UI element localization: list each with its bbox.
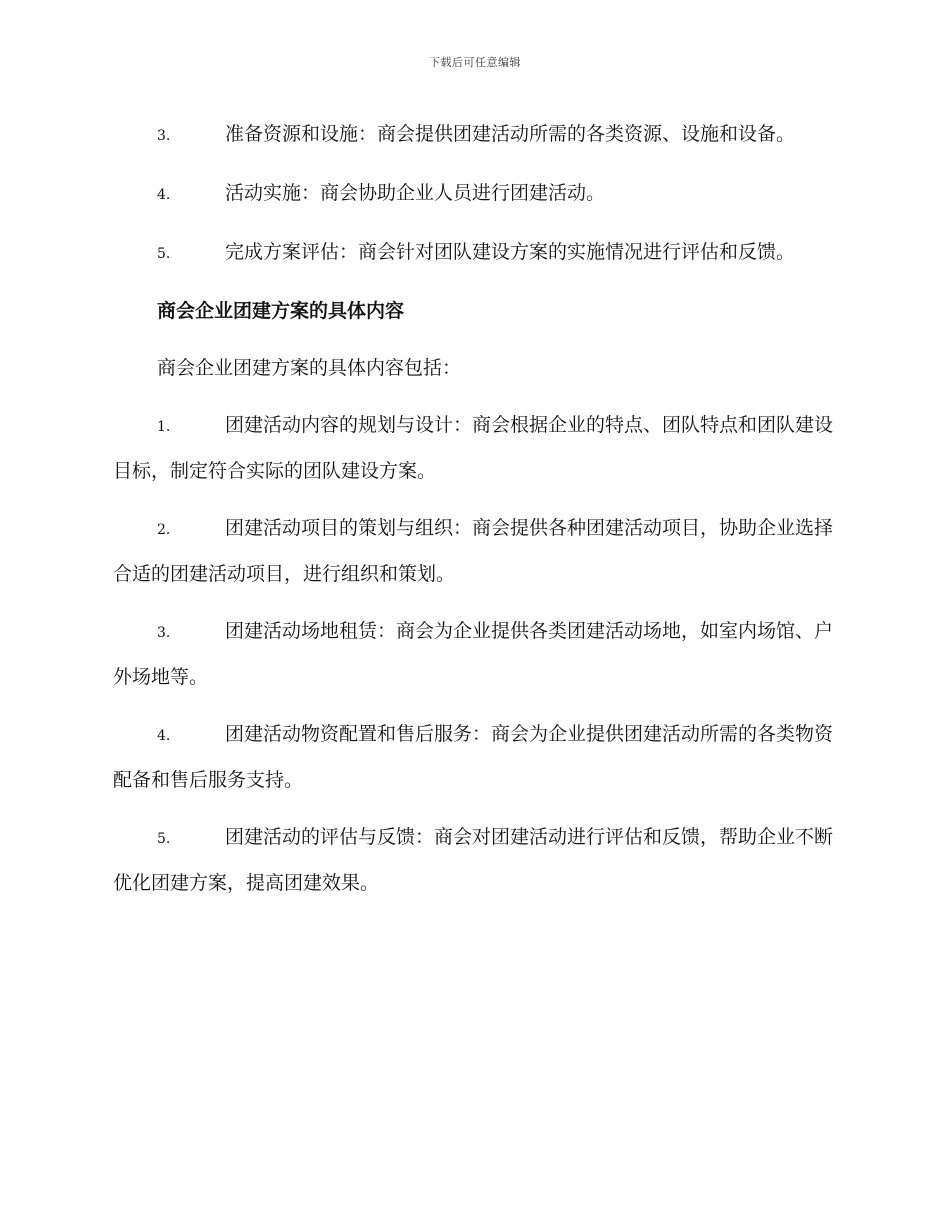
list-text: 准备资源和设施：商会提供团建活动所需的各类资源、设施和设备。 — [225, 123, 796, 145]
list-text: 团建活动物资配置和售后服务：商会为企业提供团建活动所需的各类物资配备和售后服务支持。 — [113, 723, 834, 791]
list-item — [113, 815, 833, 905]
list-item — [113, 112, 833, 158]
section-heading: 商会企业团建方案的具体内容 — [157, 300, 405, 322]
list-text: 团建活动场地租赁：商会为企业提供各类团建活动场地，如室内场馆、户外场地等。 — [113, 620, 834, 688]
list-number: 2. — [157, 522, 171, 538]
list-item — [113, 171, 833, 217]
section-intro: 商会企业团建方案的具体内容包括： — [157, 357, 462, 379]
page-header: 下载后可任意编辑 — [429, 56, 521, 69]
document-body — [113, 112, 833, 918]
list-number: 3. — [157, 128, 171, 144]
list-item — [113, 712, 833, 802]
list-number: 5. — [157, 831, 171, 847]
list-item — [113, 230, 833, 276]
list-item — [113, 609, 833, 699]
list-item — [113, 506, 833, 596]
list-number: 5. — [157, 246, 171, 262]
list-text: 完成方案评估：商会针对团队建设方案的实施情况进行评估和反馈。 — [225, 241, 796, 263]
list-number: 1. — [157, 419, 171, 435]
list-number: 4. — [157, 728, 171, 744]
list-number: 3. — [157, 625, 171, 641]
list-text: 团建活动内容的规划与设计：商会根据企业的特点、团队特点和团队建设目标，制定符合实际的团队建设方案。 — [113, 414, 834, 482]
list-number: 4. — [157, 187, 171, 203]
list-text: 团建活动的评估与反馈：商会对团建活动进行评估和反馈，帮助企业不断优化团建方案，提高团建效果。 — [113, 826, 834, 894]
list-item — [113, 403, 833, 493]
list-text: 活动实施：商会协助企业人员进行团建活动。 — [225, 182, 606, 204]
list-text: 团建活动项目的策划与组织：商会提供各种团建活动项目，协助企业选择合适的团建活动项目，进行组织和策划。 — [113, 517, 834, 585]
